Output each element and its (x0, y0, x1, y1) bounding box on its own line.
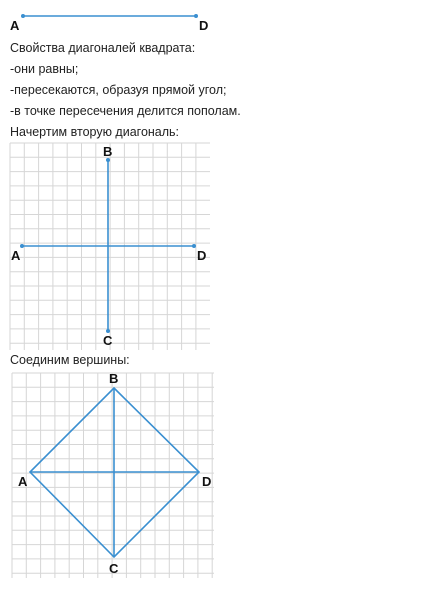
second-diagonal-caption: Начертим вторую диагональ: (10, 125, 180, 139)
label-a-top: A (10, 18, 20, 33)
label-c-cross: C (103, 333, 113, 348)
square-grid (12, 373, 214, 578)
label-d-cross: D (197, 248, 207, 263)
label-b-cross: B (103, 144, 113, 159)
label-d-top: D (199, 18, 209, 33)
properties-title: Свойства диагоналей квадрата: (10, 41, 196, 55)
property-equal: -они равны; (10, 62, 79, 76)
property-bisect: -в точке пересечения делится пополам. (10, 104, 241, 118)
label-a-cross: A (11, 248, 21, 263)
label-d-square: D (202, 474, 212, 489)
label-a-square: A (18, 474, 28, 489)
label-b-square: B (109, 371, 119, 386)
label-c-square: C (109, 561, 119, 576)
property-right-angle: -пересекаются, образуя прямой угол; (10, 83, 227, 97)
connect-vertices-caption: Соединим вершины: (10, 353, 130, 367)
